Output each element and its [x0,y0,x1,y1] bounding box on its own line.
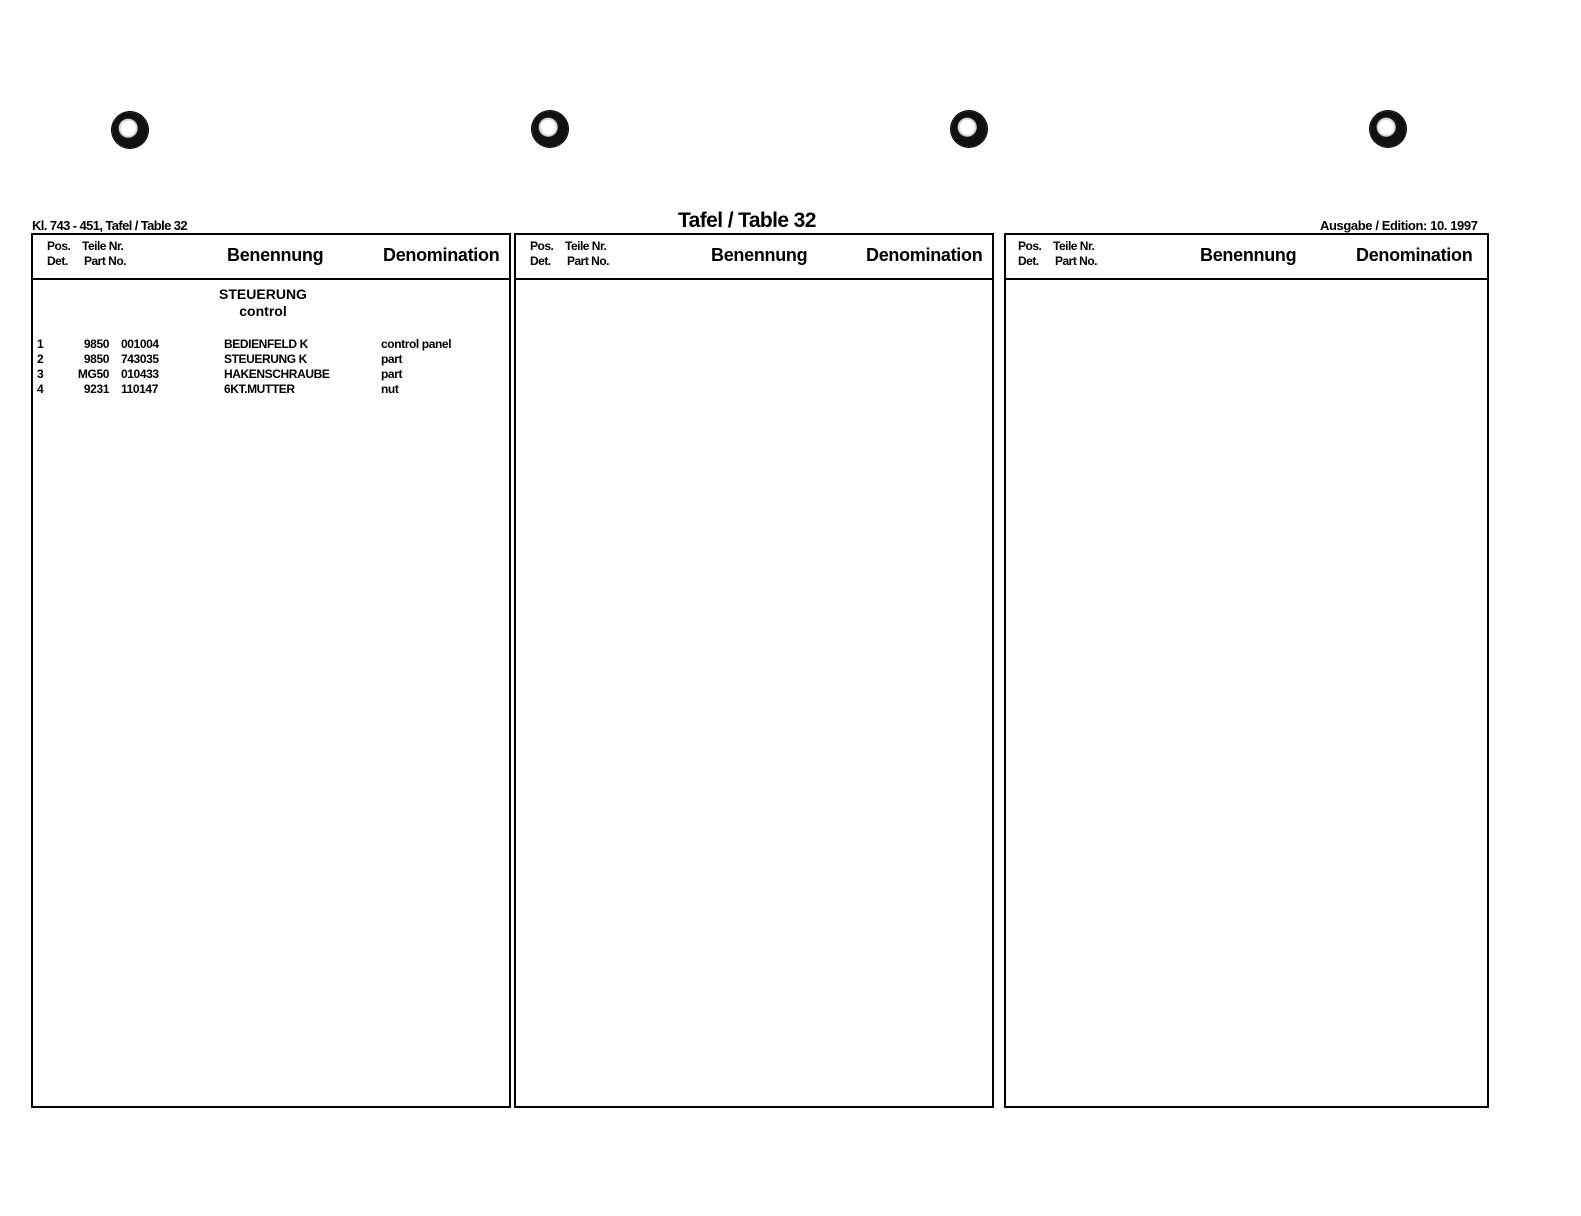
row-pos: 4 [37,382,44,396]
row-benennung: 6KT.MUTTER [224,382,295,396]
col-pos-label: Pos. [530,239,554,253]
table-header [33,235,509,280]
binder-hole-4 [1370,111,1406,147]
parts-table-panel-1 [31,233,511,1108]
table-row [33,382,509,397]
row-part-prefix: MG50 [77,367,109,381]
col-pos-label: Pos. [1018,239,1042,253]
table-header [1006,235,1487,280]
binder-hole-2 [532,111,568,147]
row-part-number: 010433 [121,367,159,381]
col-benennung-label: Benennung [227,245,324,265]
table-row [33,352,509,367]
col-denomination-label: Denomination [1356,245,1473,265]
col-denomination-label: Denomination [383,245,500,265]
table-row [33,367,509,382]
col-part-label: Part No. [567,254,610,268]
row-pos: 2 [37,352,44,366]
col-det-label: Det. [1018,254,1039,268]
binder-hole-1 [112,112,148,148]
col-teile-label: Teile Nr. [1053,239,1095,253]
row-part-prefix: 9850 [83,352,109,366]
col-pos-label: Pos. [47,239,71,253]
col-benennung-label: Benennung [711,245,808,265]
col-denomination-label: Denomination [866,245,983,265]
row-part-number: 743035 [121,352,159,366]
row-part-prefix: 9231 [83,382,109,396]
row-part-prefix: 9850 [83,337,109,351]
row-benennung: BEDIENFELD K [224,337,308,351]
col-teile-label: Teile Nr. [565,239,607,253]
row-denomination: nut [381,382,399,396]
binder-hole-3 [951,111,987,147]
row-denomination: control panel [381,337,452,351]
edition-label: Ausgabe / Edition: 10. 1997 [1320,218,1478,233]
col-part-label: Part No. [84,254,127,268]
row-pos: 3 [37,367,44,381]
col-part-label: Part No. [1055,254,1098,268]
row-part-number: 001004 [121,337,159,351]
parts-table-panel-2 [514,233,994,1108]
section-title-en: control [239,303,287,319]
col-benennung-label: Benennung [1200,245,1297,265]
table-header [516,235,992,280]
parts-table-panel-3 [1004,233,1489,1108]
table-row [33,337,509,352]
section-title-de: STEUERUNG [219,286,307,302]
row-part-number: 110147 [121,382,158,396]
row-benennung: HAKENSCHRAUBE [224,367,330,381]
page-title: Tafel / Table 32 [678,209,816,232]
row-benennung: STEUERUNG K [224,352,307,366]
col-teile-label: Teile Nr. [82,239,124,253]
catalog-reference: Kl. 743 - 451, Tafel / Table 32 [32,218,188,233]
col-det-label: Det. [530,254,551,268]
row-denomination: part [381,352,403,366]
row-pos: 1 [37,337,44,351]
col-det-label: Det. [47,254,68,268]
row-denomination: part [381,367,403,381]
